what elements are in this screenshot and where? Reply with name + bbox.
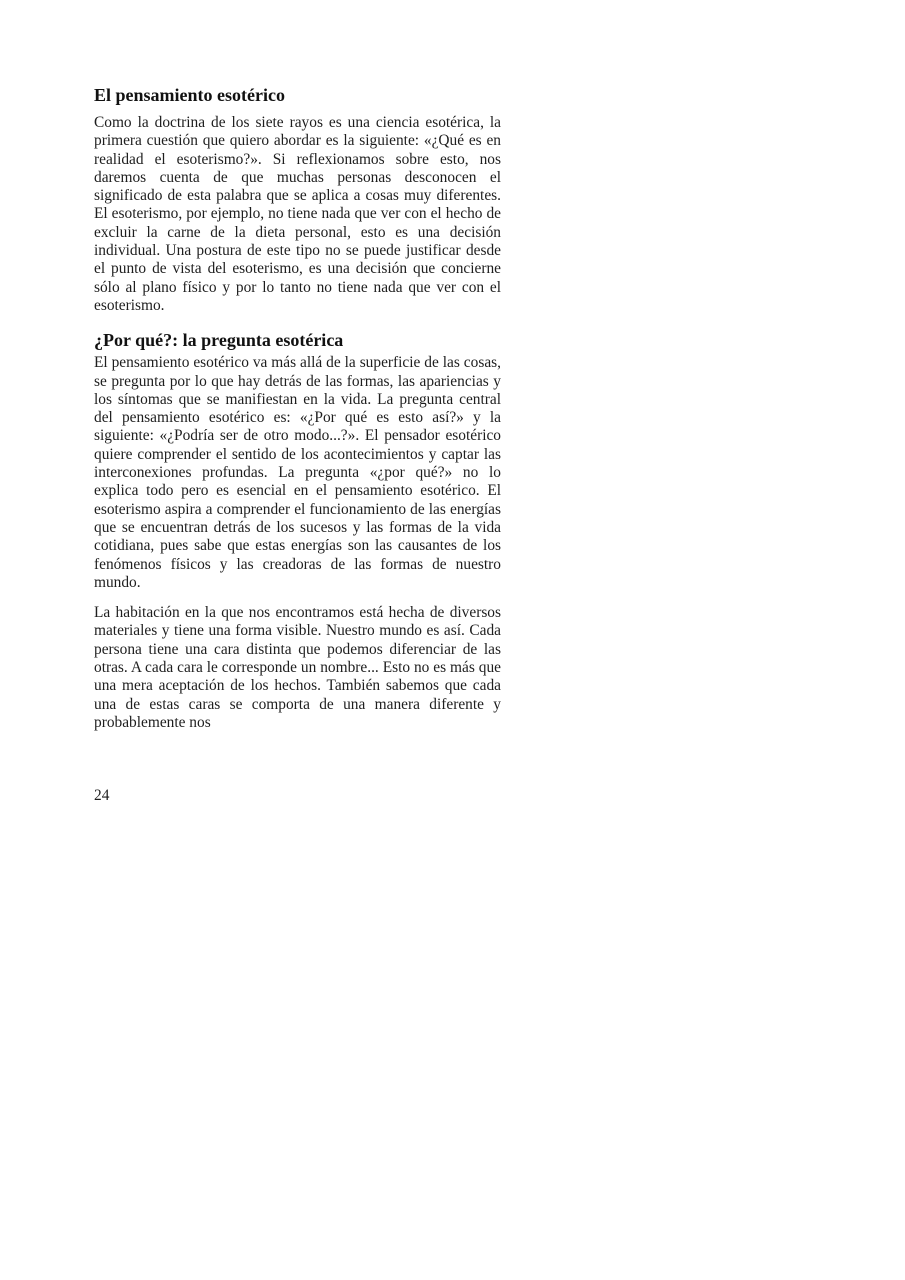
page-number: 24 [94,787,110,804]
paragraph-esoteric-thought: Como la doctrina de los siete rayos es una ciencia esotérica, la primera cuestión que quiero abordar es la siguiente: «¿Qué es en realidad el esoterismo?». Si reflexionamos sobre esto, nos daremos cuenta de que muchas personas desconocen el significado de esta palabra que se aplica a cosas muy diferentes. El esoterismo, por ejemplo, no tiene nada que ver con el hecho de excluir la carne de la dieta personal, esto es una decisión individual. Una postura de este tipo no se puede justificar desde el punto de vista del esoterismo, es una decisión que concierne sólo al plano físico y por lo tanto no tiene nada que ver con el esoterismo. [94,114,501,314]
section-heading-why-question: ¿Por qué?: la pregunta esotérica [94,330,344,351]
paragraph-room-description: La habitación en la que nos encontramos está hecha de diversos materiales y tiene una forma visible. Nuestro mundo es así. Cada persona tiene una cara distinta que podemos diferenciar de las otras. A cada cara le corresponde un nombre... Esto no es más que una mera aceptación de los hechos. También sabemos que cada una de estas caras se comporta de una manera diferente y probablemente nos [94,604,501,731]
page-body [94,84,501,732]
paragraph-why-question: El pensamiento esotérico va más allá de la superficie de las cosas, se pregunta por lo que hay detrás de las formas, las apariencias y los síntomas que se manifiestan en la vida. La pregunta central del pensamiento esotérico es: «¿Por qué es esto así?» y la siguiente: «¿Podría ser de otro modo...?». El pensador esotérico quiere comprender el sentido de los acontecimientos y captar las interconexiones profundas. La pregunta «¿por qué?» no lo explica todo pero es esencial en el pensamiento esotérico. El esoterismo aspira a comprender el funcionamiento de las energías que se encuentran detrás de los sucesos y las formas de la vida cotidiana, pues sabe que estas energías son las causantes de los fenómenos físicos y las creadoras de las formas de nuestro mundo. [94,354,501,591]
section-heading-esoteric-thought: El pensamiento esotérico [94,85,285,105]
